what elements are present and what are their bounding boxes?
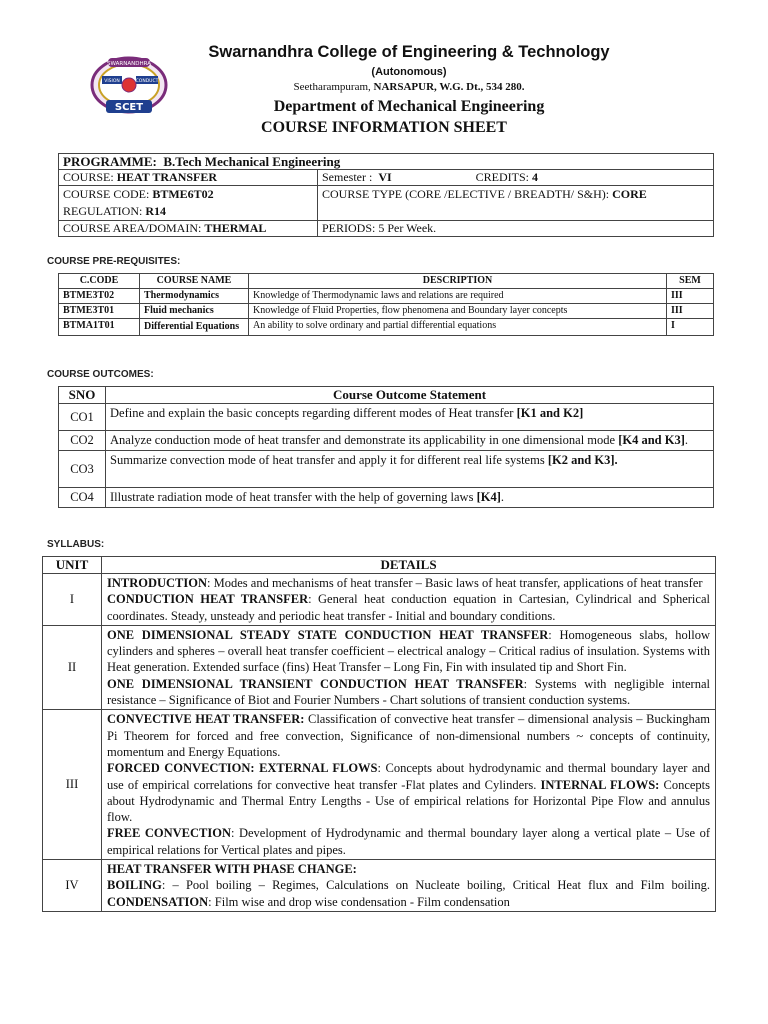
table-row — [43, 860, 716, 912]
outcome-statement: Define and explain the basic concepts regarding different modes of Heat transfer [K1 and K2] — [106, 404, 714, 431]
college-address: Seetharampuram, NARSAPUR, W.G. Dt., 534 280. — [293, 81, 525, 93]
autonomous-label: (Autonomous) — [371, 66, 447, 78]
outcomes-table — [58, 386, 714, 508]
syllabus-header-details: DETAILS — [102, 557, 716, 574]
unit-number: III — [43, 710, 102, 860]
prereq-desc: An ability to solve ordinary and partial differential equations — [249, 319, 667, 336]
unit-number: II — [43, 625, 102, 709]
prereq-name: Differential Equations — [140, 319, 249, 336]
course-code-cell: COURSE CODE: BTME6T02 REGULATION: R14 — [59, 186, 318, 221]
table-row — [59, 319, 714, 336]
programme-row: PROGRAMME: B.Tech Mechanical Engineering — [59, 154, 714, 170]
prereq-header-desc: DESCRIPTION — [249, 274, 667, 289]
prereq-sem: I — [667, 319, 714, 336]
logo-left-text: VISION — [104, 79, 120, 84]
table-row — [43, 574, 716, 626]
prereq-desc: Knowledge of Thermodynamic laws and relations are required — [249, 289, 667, 304]
outcome-id: CO2 — [59, 431, 106, 451]
syllabus-table — [42, 556, 716, 912]
syllabus-section-label: SYLLABUS: — [47, 539, 105, 550]
unit-details: CONVECTIVE HEAT TRANSFER: Classification of convective heat transfer – dimensional analysis – Buckingham Pi Theorem for forced and free convection, Significance of non-dimensional numbers ~ concepts of continuity, momentum and Energy Equations. FORCED CONVECTION: EXTERNAL FLOWS: Concepts about hydrodynamic and thermal boundary layer and use of empirical correlations for convective heat transfer -Flat plates and Cylinders. INTERNAL FLOWS: Concepts about Hydrodynamic and Thermal Entry Lengths - Use of empirical relations for Horizontal Pipe Flow and annulus flow. FREE CONVECTION: Development of Hydrodynamic and thermal boundary layer along a vertical plate – Use of empirical relations for Vertical plates and pipes. — [102, 710, 716, 860]
outcome-id: CO1 — [59, 404, 106, 431]
unit-details: HEAT TRANSFER WITH PHASE CHANGE: BOILING: – Pool boiling – Regimes, Calculations on Nucleate boiling, Critical Heat flux and Film boiling. CONDENSATION: Film wise and drop wise condensation - Film condensation — [102, 860, 716, 912]
programme-table — [58, 153, 714, 237]
prereq-sem: III — [667, 289, 714, 304]
outcomes-section-label: COURSE OUTCOMES: — [47, 369, 154, 380]
outcome-id: CO4 — [59, 488, 106, 508]
prereq-header-sem: SEM — [667, 274, 714, 289]
unit-details: INTRODUCTION: Modes and mechanisms of heat transfer – Basic laws of heat transfer, applications of heat transfer CONDUCTION HEAT TRANSFER: General heat conduction equation in Cartesian, Cylindrical and Spherical coordinates. Steady, unsteady and periodic heat transfer - Initial and boundary conditions. — [102, 574, 716, 626]
prereq-code: BTME3T01 — [59, 304, 140, 319]
prereq-code: BTMA1T01 — [59, 319, 140, 336]
unit-details: ONE DIMENSIONAL STEADY STATE CONDUCTION HEAT TRANSFER: Homogeneous slabs, hollow cylinders and spheres – overall heat transfer coefficient – electrical analogy – Critical radius of insulation. Systems with Heat generation. Extended surface (fins) Heat Transfer – Long Fin, Fin with insulated tip and Short Fin. ONE DIMENSIONAL TRANSIENT CONDUCTION HEAT TRANSFER: Systems with negligible internal resistance – Significance of Biot and Fourier Numbers - Chart solutions of transient conduction systems. — [102, 625, 716, 709]
prereq-header-code: C.CODE — [59, 274, 140, 289]
prereq-name: Thermodynamics — [140, 289, 249, 304]
table-row — [59, 431, 714, 451]
table-row — [59, 451, 714, 488]
course-area-cell: COURSE AREA/DOMAIN: THERMAL — [59, 221, 318, 237]
table-row — [59, 488, 714, 508]
prereq-name: Fluid mechanics — [140, 304, 249, 319]
table-row — [59, 289, 714, 304]
department-name: Department of Mechanical Engineering — [273, 98, 545, 115]
table-row — [43, 625, 716, 709]
outcome-id: CO3 — [59, 451, 106, 488]
table-row — [59, 404, 714, 431]
prereq-code: BTME3T02 — [59, 289, 140, 304]
table-row — [59, 304, 714, 319]
outcomes-header-statement: Course Outcome Statement — [106, 387, 714, 404]
syllabus-header-unit: UNIT — [43, 557, 102, 574]
periods-cell: PERIODS: 5 Per Week. — [318, 221, 714, 237]
outcome-statement: Analyze conduction mode of heat transfer and demonstrate its applicability in one dimensional mode [K4 and K3]. — [106, 431, 714, 451]
unit-number: I — [43, 574, 102, 626]
logo-text: SCET — [114, 102, 144, 113]
sheet-title: COURSE INFORMATION SHEET — [261, 119, 507, 136]
prereq-section-label: COURSE PRE-REQUISITES: — [47, 256, 181, 267]
prereq-table — [58, 273, 714, 336]
outcome-statement: Summarize convection mode of heat transfer and apply it for different real life systems [K2 and K3]. — [106, 451, 714, 488]
prereq-desc: Knowledge of Fluid Properties, flow phenomena and Boundary layer concepts — [249, 304, 667, 319]
logo-top-text: SWARNANDHRA — [107, 61, 151, 67]
semester-cell: Semester : VI CREDITS: 4 — [318, 170, 714, 186]
table-row — [43, 710, 716, 860]
logo-right-text: CONDUCT — [135, 79, 159, 84]
college-name: Swarnandhra College of Engineering & Technology — [208, 43, 610, 61]
prereq-sem: III — [667, 304, 714, 319]
outcomes-header-sno: SNO — [59, 387, 106, 404]
course-cell: COURSE: HEAT TRANSFER — [59, 170, 318, 186]
unit-number: IV — [43, 860, 102, 912]
outcome-statement: Illustrate radiation mode of heat transfer with the help of governing laws [K4]. — [106, 488, 714, 508]
document-header — [0, 40, 768, 150]
course-type-cell: COURSE TYPE (CORE /ELECTIVE / BREADTH/ S&H): CORE — [318, 186, 714, 221]
prereq-header-name: COURSE NAME — [140, 274, 249, 289]
